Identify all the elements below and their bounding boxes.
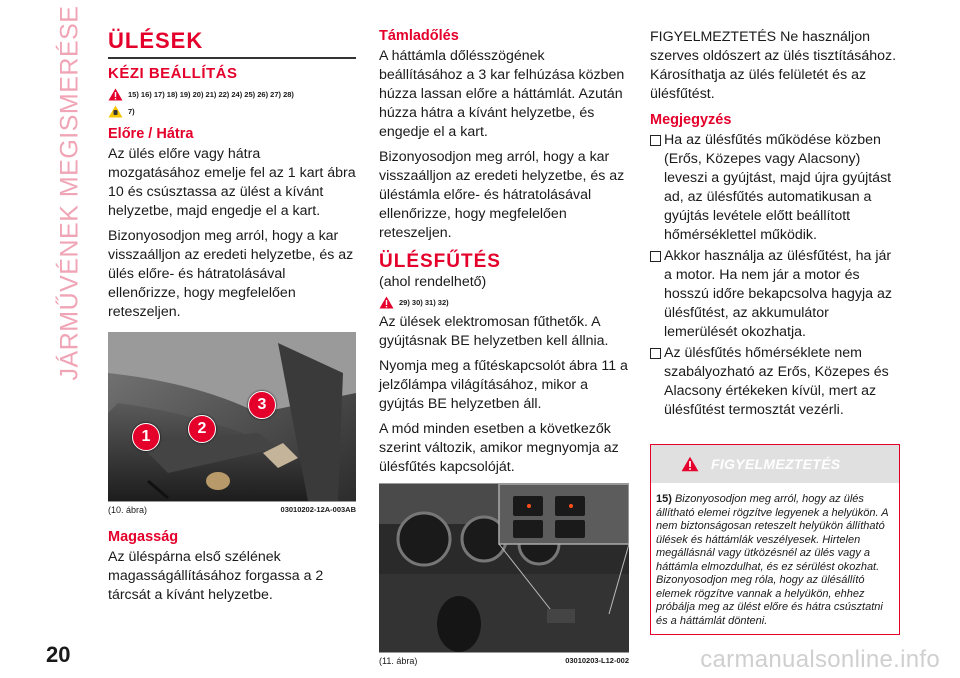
recline-title: Támladőlés (379, 28, 459, 44)
warning-triangle-icon (681, 456, 699, 472)
figure-11 (379, 483, 629, 666)
seat-photo-image (108, 333, 356, 501)
watermark: carmanualsonline.info (700, 646, 940, 673)
column-3 (650, 28, 900, 635)
note-checkbox-icon (650, 348, 661, 359)
recline-text-1: A háttámla dőlésszögének beállításához a 3 kar felhúzása közben húzza lassan előre a háttámlát. Azután húzza hátra a kívánt helyzetbe, és engedje el a kart. (379, 48, 625, 140)
subheading-manual-adjust: KÉZI BEÁLLÍTÁS (108, 65, 238, 82)
recline-text-2: Bizonyosodjon meg arról, hogy a kar visszaálljon az eredeti helyzetbe, és az üléstámla előre- és hátratolásával ellenőrizze, hogy megfelelően reteszeljen. (379, 149, 625, 241)
note-item-3: Az ülésfűtés hőmérséklete nem szabályozható az Erős, Közepes és Alacsony értékeken kívül, mert az ülésfűtést termosztát vezérli. (650, 344, 900, 426)
figure-10 (108, 332, 356, 515)
heating-text-3: A mód minden esetben a következők szerint változik, amikor megnyomja az ülésfűtés kapcsolóját. (379, 421, 619, 475)
console-photo-image (379, 484, 629, 652)
note-title: Megjegyzés (650, 112, 732, 128)
warning-box (650, 444, 900, 635)
height-title: Magasság (108, 529, 179, 545)
warning-triangle-icon (108, 88, 123, 101)
note-item-2: Akkor használja az ülésfűtést, ha jár a motor. Ha nem jár a motor és hosszú időre bekapcsolva hagyja az ülésfűtést, az akkumulátor lemerülését okozhatja. (650, 247, 900, 344)
heating-switch-photo (379, 483, 629, 653)
figure-11-caption: (11. ábra) 03010203-L12-002 (379, 656, 629, 666)
warning-triangle-icon (379, 296, 394, 309)
figure-10-caption: (10. ábra) 03010202-12A-003AB (108, 505, 356, 515)
heating-text-2: Nyomja meg a fűtéskapcsolót ábra 11 a jelzőlámpa világításához, mikor a gyújtás BE helyzetben áll. (379, 358, 628, 412)
column-1 (108, 28, 356, 611)
marker-3: 3 (248, 391, 276, 419)
caution-refs: 7) (108, 105, 356, 118)
note-item-1: Ha az ülésfűtés működése közben (Erős, Közepes vagy Alacsony) leveszi a gyújtást, majd újra gyújtást ad, az ülésfűtés automatikusan a gyújtás levétele előtt beállított hőmérséklettel működik. (650, 131, 900, 247)
marker-2: 2 (188, 415, 216, 443)
note-checkbox-icon (650, 135, 661, 146)
fore-aft-title: Előre / Hátra (108, 126, 194, 142)
heating-availability-note: (ahol rendelhető) (379, 274, 487, 290)
page-number: 20 (46, 642, 71, 667)
heating-warning-refs: 29) 30) 31) 32) (379, 296, 629, 309)
seat-adjust-photo (108, 332, 356, 502)
heating-text-1: Az ülések elektromosan fűthetők. A gyújtásnak BE helyzetben kell állnia. (379, 314, 609, 349)
solvent-warning-text: FIGYELMEZTETÉS Ne használjon szerves oldószert az ülés tisztításához. Károsíthatja az ülés felületét és az ülésfűtést. (650, 29, 897, 102)
caution-hand-icon (108, 105, 123, 118)
warning-refs: 15) 16) 17) 18) 19) 20) 21) 22) 24) 25) 26) 27) 28) (108, 88, 356, 101)
note-checkbox-icon (650, 251, 661, 262)
warning-box-body: 15) Bizonyosodjon meg arról, hogy az ülés állítható elemei rögzítve legyenek a helyükön. A nem biztonságosan reteszelt helyükön állítható ülések és háttámlák veszélyesek. Hirtelen megállásnál vagy ütközésnél az ülés vagy a háttámla elmozdulhat, és ez sérülést okozhat. Bizonyosodjon meg róla, hogy az ülésállító elemek rögzítve vannak a helyükön, ehhez próbálja meg az ülést előre és hátra csúsztatni és a háttámlát dönteni. (656, 493, 889, 627)
fore-aft-text-1: Az ülés előre vagy hátra mozgatásához emelje fel az 1 kart ábra 10 és csúsztassa az ülést a kívánt helyzetbe, majd engedje el a kart. (108, 146, 356, 219)
column-2 (379, 28, 629, 672)
section-heading-seat-heating: ÜLÉSFŰTÉS (379, 251, 501, 272)
heading-rule (108, 57, 356, 59)
marker-1: 1 (132, 423, 160, 451)
section-heading-seats: ÜLÉSEK (108, 28, 204, 53)
warning-box-header: FIGYELMEZTETÉS (651, 445, 899, 483)
fore-aft-text-2: Bizonyosodjon meg arról, hogy a kar visszaálljon az eredeti helyzetbe, és az ülés előre- és hátratolásával ellenőrizze, hogy megfelelően reteszeljen. (108, 228, 354, 320)
height-text: Az üléspárna első szélének magasságállításához forgassa a 2 tárcsát a kívánt helyzetbe. (108, 549, 324, 603)
side-section-title: JÁRMŰVÉNEK MEGISMERÉSE (55, 5, 84, 381)
